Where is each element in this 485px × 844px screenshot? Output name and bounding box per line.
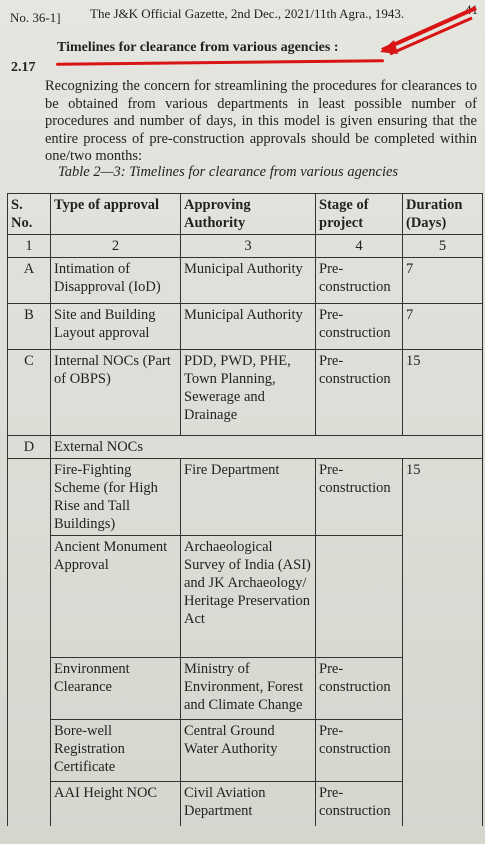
table-row [8,459,483,536]
cell-stage: Pre-construction [316,658,403,720]
table-row [8,350,483,436]
cell-authority: Municipal Authority [181,304,316,350]
cell-sno-blank [8,459,51,826]
cell-authority: Municipal Authority [181,258,316,304]
cell-authority: PDD, PWD, PHE, Town Planning, Sewerage and Drainage [181,350,316,436]
cell-stage: Pre-construction [316,459,403,536]
table-caption: Table 2—3: Timelines for clearance from various agencies [58,164,399,180]
section-title: Timelines for clearance from various agencies : [57,40,339,55]
header-authority: Approving Authority [181,194,316,235]
cell-days: 7 [403,258,483,304]
red-underline-annotation [56,59,384,65]
cell-sno: B [8,304,51,350]
cell-stage: Pre-construction [316,304,403,350]
cell-sno: C [8,350,51,436]
col-num: 1 [8,235,51,258]
table-row [8,304,483,350]
cell-type: External NOCs [51,436,483,459]
col-num: 2 [51,235,181,258]
cell-type: Site and Building Layout approval [51,304,181,350]
cell-type: Environment Clearance [51,658,181,720]
cell-days: 15 [403,459,483,826]
cell-authority: Central Ground Water Authority [181,720,316,782]
section-paragraph: Recognizing the concern for streamlining the procedures for clearances to be obtained from various departments in least possible number of procedures and number of days, in this model is given ensuring that the entire process of pre-construction approvals should be completed within one/two months: [45,78,477,165]
header-type: Type of approval [51,194,181,235]
cell-days: 15 [403,350,483,436]
header-sno: S. No. [8,194,51,235]
cell-stage [316,536,403,658]
cell-authority: Civil Aviation Department [181,782,316,826]
clearance-table [7,193,483,826]
header-duration: Duration (Days) [403,194,483,235]
cell-stage: Pre-construction [316,258,403,304]
cell-stage: Pre-construction [316,782,403,826]
cell-type: Bore-well Registration Certificate [51,720,181,782]
red-arrow-annotation [380,6,480,66]
cell-days: 7 [403,304,483,350]
cell-sno: D [8,436,51,459]
cell-authority: Ministry of Environment, Forest and Climate Change [181,658,316,720]
column-number-row [8,235,483,258]
section-number: 2.17 [11,60,36,75]
cell-stage: Pre-construction [316,720,403,782]
cell-type: Internal NOCs (Part of OBPS) [51,350,181,436]
col-num: 4 [316,235,403,258]
header-stage: Stage of project [316,194,403,235]
cell-type: Fire-Fighting Scheme (for High Rise and Tall Buildings) [51,459,181,536]
col-num: 3 [181,235,316,258]
page-number: 41 [465,2,478,17]
col-num: 5 [403,235,483,258]
cell-type: Ancient Monument Approval [51,536,181,658]
table-header-row [8,194,483,235]
gazette-title: The J&K Official Gazette, 2nd Dec., 2021/11th Agra., 1943. [90,6,405,21]
table-row [8,436,483,459]
cell-sno: A [8,258,51,304]
cell-authority: Fire Department [181,459,316,536]
cell-stage: Pre-construction [316,350,403,436]
cell-authority: Archaeological Survey of India (ASI) and JK Archaeology/ Heritage Preservation Act [181,536,316,658]
issue-number: No. 36-1] [10,10,61,25]
cell-type: AAI Height NOC [51,782,181,826]
cell-type: Intimation of Disapproval (IoD) [51,258,181,304]
table-row [8,258,483,304]
